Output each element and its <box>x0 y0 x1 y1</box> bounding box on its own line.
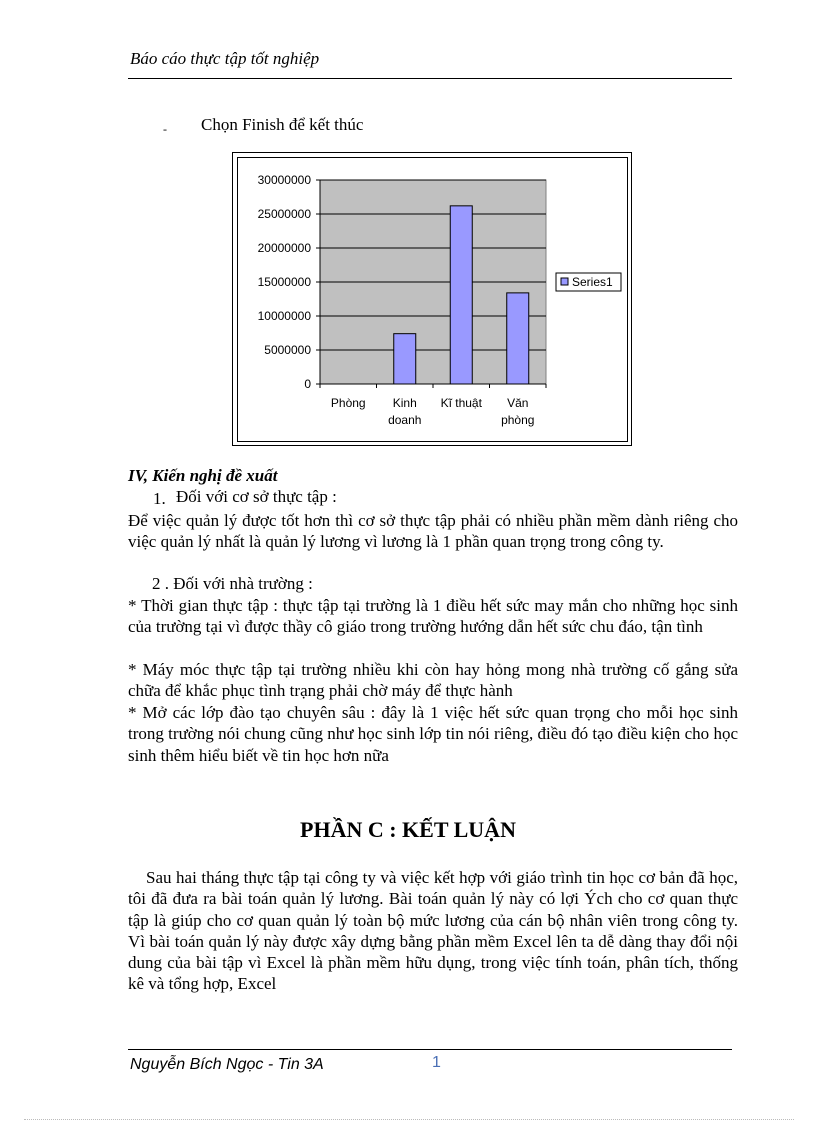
x-tick-label-line: Kinh <box>392 396 417 410</box>
x-tick-label <box>501 396 534 427</box>
bullet-1: * Thời gian thực tập : thực tập tại trường là 1 điều hết sức may mắn cho những học sinh của trường tại vì được thầy cô giáo trong trường hướng dẫn hết sức chu đáo, tận tình <box>128 596 738 637</box>
y-tick-label: 0 <box>304 377 311 391</box>
y-tick-label: 30000000 <box>257 173 311 187</box>
page-header-title: Báo cáo thực tập tốt nghiệp <box>130 49 320 68</box>
y-tick-label: 20000000 <box>257 241 311 255</box>
page-number: 1 <box>432 1054 441 1071</box>
item1-text: Đối với cơ sở thực tập : <box>176 487 337 506</box>
x-tick-label-line: Phòng <box>330 396 366 410</box>
y-tick-label: 5000000 <box>264 343 311 357</box>
legend-label: Series1 <box>572 275 613 289</box>
legend-swatch <box>561 278 568 285</box>
x-tick-label-line: phòng <box>501 413 535 427</box>
section-heading: IV, Kiến nghị đề xuất <box>128 466 278 485</box>
bar-3 <box>450 206 472 384</box>
part-c-title: PHẦN C : KẾT LUẬN <box>300 817 516 842</box>
bullet-2: * Máy móc thực tập tại trường nhiều khi còn hay hỏng mong nhà trường cố gắng sửa chữa để khắc phục tình trạng phải chờ máy để thực hành <box>128 660 738 701</box>
bar-4 <box>507 293 529 384</box>
conclusion-paragraph: Sau hai tháng thực tập tại công ty và việc kết hợp với giáo trình tin học cơ bản đã học, tôi đã đưa ra bài toán quản lý lương. Bài toán quản lý này có lợi Ých cho cơ quan thực tập là giúp cho cơ quan quản lý toàn bộ mức lương của cán bộ nhân viên trong công ty. Vì bài toán quản lý này được xây dựng bằng phần mềm Excel lên ta dễ dàng thay đổi nội dung của bài tập vì Excel là phần mềm hữu dụng, trong việc tính toán, phân tích, thống kê và tổng hợp, Excel <box>128 868 738 994</box>
footer-rule <box>128 1049 732 1050</box>
item1-label: 1. <box>153 489 166 508</box>
y-tick-label: 25000000 <box>257 207 311 221</box>
step-bullet: - <box>163 122 167 136</box>
bar-2 <box>394 334 416 384</box>
bar-chart <box>0 0 816 480</box>
x-tick-label-line: doanh <box>388 413 422 427</box>
y-tick-label: 15000000 <box>257 275 311 289</box>
x-tick-label-line: Kĩ thuật <box>440 396 482 410</box>
footer-author: Nguyễn Bích Ngọc - Tin 3A <box>130 1056 324 1073</box>
bullet-3: * Mở các lớp đào tạo chuyên sâu : đây là 1 việc hết sức quan trọng cho mỗi học sinh trong trường nói chung cũng như học sinh lớp tin nói riêng, điều đó tạo điều kiện cho học sinh thêm hiểu biết về tin học hơn nữa <box>128 703 738 765</box>
item2-text: 2 . Đối với nhà trường : <box>152 574 313 593</box>
x-tick-label <box>441 396 483 410</box>
x-tick-label-line: Văn <box>507 396 529 410</box>
x-tick-label <box>388 396 421 427</box>
page-edge-dotted <box>24 1119 794 1120</box>
y-tick-label: 10000000 <box>257 309 311 323</box>
paragraph-1: Để việc quản lý được tốt hơn thì cơ sở thực tập phải có nhiều phần mềm dành riêng cho việc quản lý nhất là quản lý lương vì lương là 1 phần quan trọng trong công ty. <box>128 511 738 552</box>
x-tick-label <box>331 396 366 410</box>
step-text: Chọn Finish để kết thúc <box>201 115 364 134</box>
